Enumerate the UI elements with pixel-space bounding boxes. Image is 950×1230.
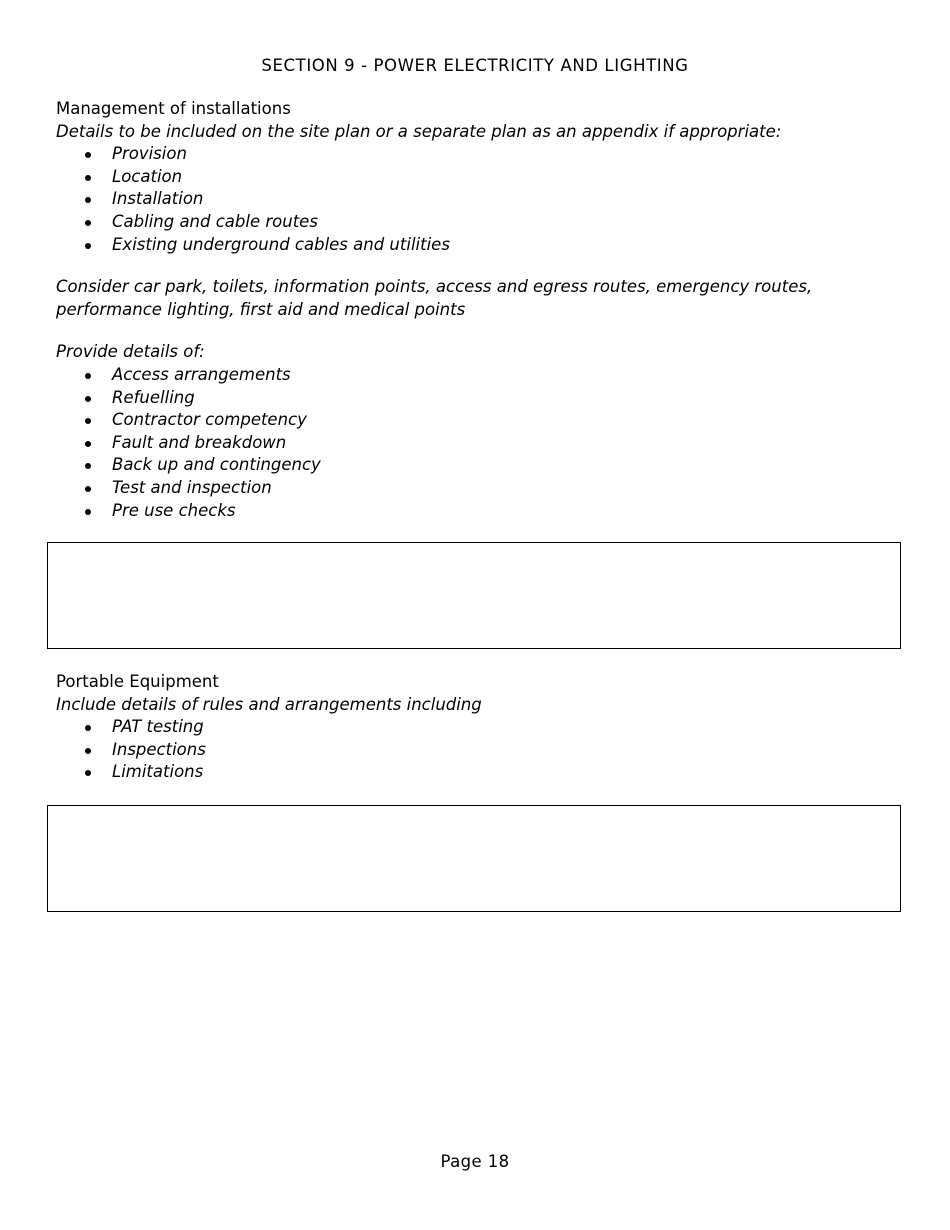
provide-details-list — [56, 364, 896, 522]
list-item: Access arrangements — [56, 364, 896, 387]
management-heading: Management of installations — [56, 99, 291, 118]
list-item: Inspections — [56, 739, 896, 762]
consider-text-line2: performance lighting, first aid and medical points — [56, 299, 466, 319]
management-list — [56, 143, 896, 256]
list-item: Test and inspection — [56, 477, 896, 500]
portable-answer-box[interactable] — [47, 805, 901, 912]
list-item: Refuelling — [56, 387, 896, 410]
provide-details-label: Provide details of: — [56, 342, 205, 362]
list-item: Location — [56, 166, 896, 189]
list-item: PAT testing — [56, 716, 896, 739]
page-number: Page 18 — [440, 1152, 510, 1171]
portable-heading: Portable Equipment — [56, 672, 219, 691]
list-item: Limitations — [56, 761, 896, 784]
list-item: Fault and breakdown — [56, 432, 896, 455]
list-item: Existing underground cables and utilities — [56, 234, 896, 257]
list-item: Contractor competency — [56, 409, 896, 432]
portable-intro: Include details of rules and arrangements including — [56, 694, 482, 714]
list-item: Back up and contingency — [56, 454, 896, 477]
list-item: Installation — [56, 188, 896, 211]
portable-section — [56, 671, 896, 784]
list-item: Cabling and cable routes — [56, 211, 896, 234]
section-title: SECTION 9 - POWER ELECTRICITY AND LIGHTING — [261, 56, 689, 75]
consider-text-line1: Consider car park, toilets, information points, access and egress routes, emergency routes, — [56, 277, 813, 297]
list-item: Pre use checks — [56, 500, 896, 523]
management-answer-box[interactable] — [47, 542, 901, 649]
portable-list — [56, 716, 896, 784]
management-intro: Details to be included on the site plan or a separate plan as an appendix if appropriate: — [56, 121, 782, 141]
management-section — [56, 98, 896, 522]
list-item: Provision — [56, 143, 896, 166]
